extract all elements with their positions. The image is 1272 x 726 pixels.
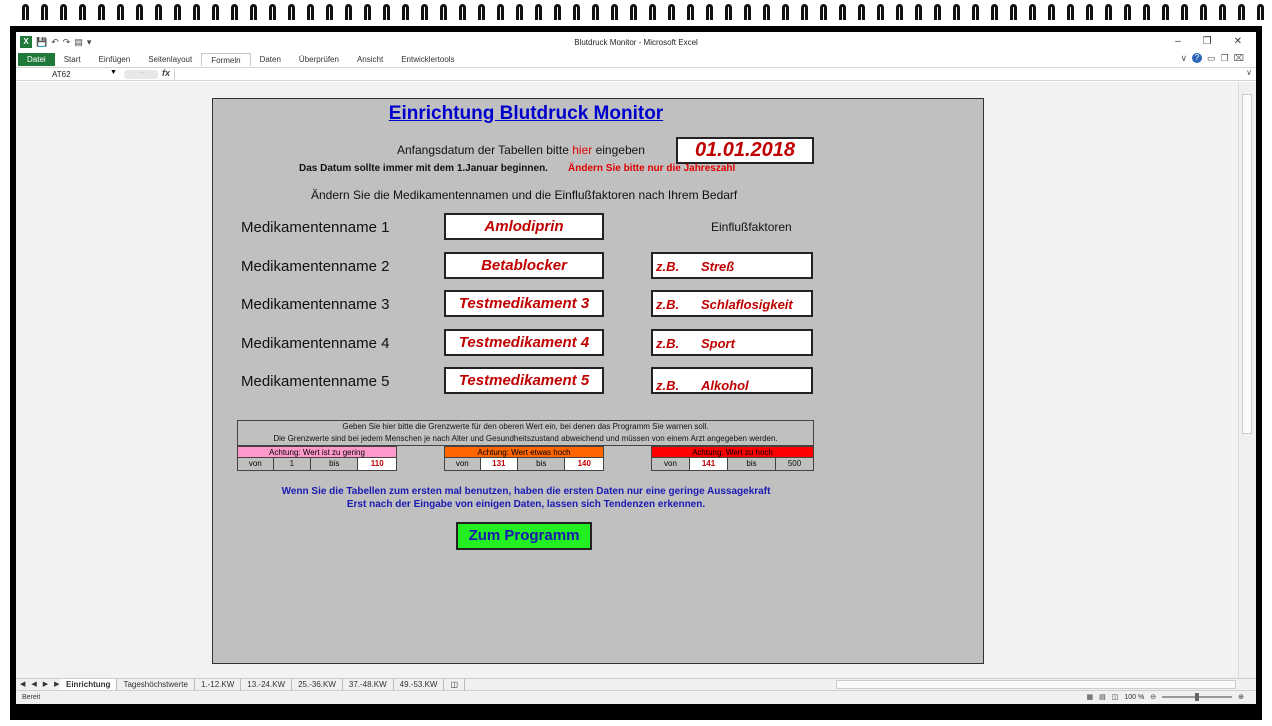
normal-view-icon[interactable]: ▦ [1086, 694, 1094, 701]
von-value[interactable]: 1 [274, 458, 312, 470]
factor-value: Alkohol [701, 378, 749, 393]
factor-value: Sport [701, 336, 735, 351]
window-title: Blutdruck Monitor - Microsoft Excel [574, 38, 698, 47]
page-break-view-icon[interactable]: ◫ [1111, 694, 1119, 701]
limit-group-row [651, 458, 814, 471]
zoom-out-icon[interactable]: ⊖ [1150, 694, 1157, 701]
name-box-dropdown-icon[interactable]: ▼ [110, 69, 117, 76]
factor-prefix: z.B. [656, 336, 680, 351]
workbook-close-icon[interactable]: ⌧ [1233, 53, 1244, 63]
setup-panel [212, 98, 984, 664]
sheet-tab-kw-37-48[interactable]: 37.-48.KW [343, 679, 394, 691]
limits-info [237, 420, 814, 446]
factor-value: Schlaflosigkeit [701, 297, 793, 312]
date-note-red: Ändern Sie bitte nur die Jahreszahl [568, 163, 736, 174]
factor-value: Streß [701, 259, 735, 274]
factor-prefix: z.B. [656, 259, 680, 274]
formula-expand-icon[interactable]: ∨ [1246, 68, 1252, 77]
excel-window [16, 32, 1256, 704]
page-title: Einrichtung Blutdruck Monitor [388, 103, 664, 124]
ribbon-collapse-icon[interactable]: ∨ [1180, 53, 1188, 63]
bis-value[interactable]: 110 [358, 458, 396, 470]
undo-icon[interactable]: ↶ [51, 37, 59, 47]
von-label: von [652, 458, 690, 470]
formula-input[interactable] [174, 69, 1242, 80]
sheet-tab-kw-25-36[interactable]: 25.-36.KW [292, 679, 343, 691]
medication-input-4[interactable]: Testmedikament 4 [444, 329, 604, 356]
start-date-hier: hier [572, 143, 593, 157]
limits-line-1: Geben Sie hier bitte die Grenzwerte für den oberen Wert ein, bei denen das Programm Sie warnen soll. [342, 422, 709, 431]
close-icon[interactable]: ✕ [1233, 36, 1242, 47]
save-icon[interactable]: 💾 [36, 37, 48, 47]
status-right [1087, 693, 1244, 701]
tab-ueberpruefen[interactable]: Überprüfen [298, 54, 339, 64]
ribbon-tabs [16, 52, 1256, 66]
workbook-minimize-icon[interactable]: ▭ [1207, 53, 1216, 63]
limit-group-row [237, 458, 397, 471]
tab-ansicht[interactable]: Ansicht [356, 54, 384, 64]
factor-prefix: z.B. [656, 378, 680, 393]
sheet-tab-einrichtung[interactable]: Einrichtung [60, 679, 117, 691]
factor-input-2[interactable] [651, 290, 813, 317]
minimize-icon[interactable]: – [1175, 36, 1181, 47]
zoom-in-icon[interactable]: ⊕ [1238, 694, 1244, 701]
start-date-input[interactable]: 01.01.2018 [676, 137, 814, 164]
medication-label-2: Medikamentenname 2 [241, 258, 390, 275]
tab-formeln[interactable]: Formeln [201, 53, 250, 66]
bis-value[interactable]: 140 [565, 458, 603, 470]
bis-label: bis [518, 458, 565, 470]
von-label: von [238, 458, 274, 470]
next-sheet-icon[interactable]: ▶ [42, 681, 49, 688]
von-value[interactable]: 141 [690, 458, 728, 470]
instruction-text: Ändern Sie die Medikamentennamen und die Einflußfaktoren nach Ihrem Bedarf [311, 188, 738, 202]
sheet-tab-tageshoechstwerte[interactable]: Tageshöchstwerte [117, 679, 194, 691]
von-label: von [445, 458, 481, 470]
medication-input-1[interactable]: Amlodiprin [444, 213, 604, 240]
medication-input-5[interactable]: Testmedikament 5 [444, 367, 604, 394]
tab-entwicklertools[interactable]: Entwicklertools [401, 54, 455, 64]
limit-group-low [237, 446, 397, 472]
help-icon[interactable]: ? [1192, 53, 1202, 63]
ribbon-right-controls [1180, 53, 1244, 64]
insert-sheet-icon[interactable]: ◫ [444, 679, 465, 691]
tab-einfuegen[interactable]: Einfügen [98, 54, 131, 64]
last-sheet-icon[interactable]: ▶ [54, 681, 60, 688]
factors-label: Einflußfaktoren [711, 220, 792, 234]
prev-sheet-icon[interactable]: ◀ [31, 681, 37, 688]
title-bar [16, 32, 1256, 52]
status-bar [16, 690, 1256, 704]
bis-label: bis [311, 458, 358, 470]
start-date-suffix: eingeben [592, 143, 645, 157]
window-controls [1175, 36, 1242, 47]
formula-bar [16, 67, 1256, 81]
tab-datei[interactable]: Datei [18, 53, 55, 66]
limit-group-title: Achtung: Wert ist zu gering [237, 446, 397, 458]
sheet-tabs-bar [16, 678, 1256, 690]
note-line-1: Wenn Sie die Tabellen zum ersten mal benutzen, haben die ersten Daten nur eine geringe Aussagekraft [281, 486, 771, 497]
restore-icon[interactable]: ❐ [1202, 36, 1212, 47]
zoom-slider[interactable] [1162, 696, 1232, 698]
medication-label-1: Medikamentenname 1 [241, 219, 390, 236]
limit-group-title: Achtung: Wert zu hoch [651, 446, 814, 458]
factor-input-1[interactable] [651, 252, 813, 279]
factor-prefix: z.B. [656, 297, 680, 312]
date-note: Das Datum sollte immer mit dem 1.Januar beginnen. [299, 163, 548, 174]
zoom-level[interactable]: 100 % [1124, 693, 1145, 701]
bis-label: bis [728, 458, 776, 470]
factor-input-4[interactable] [651, 367, 813, 394]
vertical-scroll-thumb[interactable] [1242, 94, 1252, 434]
name-box[interactable]: AT62 [52, 70, 71, 79]
limit-group-title: Achtung: Wert etwas hoch [444, 446, 604, 458]
factor-input-3[interactable] [651, 329, 813, 356]
medication-label-3: Medikamentenname 3 [241, 296, 390, 313]
excel-app-icon[interactable]: X [20, 36, 32, 48]
horizontal-scrollbar[interactable] [836, 680, 1236, 689]
medication-input-2[interactable]: Betablocker [444, 252, 604, 279]
worksheet-area[interactable] [16, 82, 1238, 678]
status-ready: Bereit [22, 694, 41, 701]
sheet-tab-kw-1-12[interactable]: 1.-12.KW [195, 679, 241, 691]
limit-group-high [651, 446, 814, 472]
vertical-scrollbar[interactable] [1238, 82, 1256, 678]
start-date-label [397, 143, 645, 157]
sheet-tab-kw-13-24[interactable]: 13.-24.KW [241, 679, 292, 691]
sheet-tab-kw-49-53[interactable]: 49.-53.KW [394, 679, 445, 691]
start-date-prefix: Anfangsdatum der Tabellen bitte [397, 143, 573, 157]
insert-function-icon[interactable]: fx [162, 68, 171, 78]
customize-qat-icon[interactable]: ▾ [86, 37, 92, 47]
notebook-rings [0, 0, 1272, 24]
tab-start[interactable]: Start [63, 54, 81, 64]
limit-group-row [444, 458, 604, 471]
page-layout-view-icon[interactable]: ▤ [1099, 694, 1106, 701]
workbook-restore-icon[interactable]: ❐ [1220, 53, 1229, 63]
formula-bar-grip-icon[interactable]: ··· [124, 70, 158, 79]
limits-line-2: Die Grenzwerte sind bei jedem Menschen je nach Alter und Gesundheitszustand abweichend und müssen von einem Arzt angegeben werden. [273, 434, 778, 443]
print-preview-icon[interactable]: ▤ [74, 37, 83, 47]
medication-label-5: Medikamentenname 5 [241, 373, 390, 390]
redo-icon[interactable]: ↷ [62, 37, 71, 47]
zum-programm-button[interactable]: Zum Programm [456, 522, 592, 550]
limit-group-medium [444, 446, 604, 472]
medication-input-3[interactable]: Testmedikament 3 [444, 290, 604, 317]
tab-seitenlayout[interactable]: Seitenlayout [148, 54, 193, 64]
note-line-2: Erst nach der Eingabe von einigen Daten, lassen sich Tendenzen erkennen. [346, 499, 706, 510]
bis-value[interactable]: 500 [776, 458, 813, 470]
medication-label-4: Medikamentenname 4 [241, 335, 390, 352]
von-value[interactable]: 131 [481, 458, 519, 470]
first-sheet-icon[interactable]: ◀ [20, 681, 26, 688]
tab-daten[interactable]: Daten [259, 54, 281, 64]
